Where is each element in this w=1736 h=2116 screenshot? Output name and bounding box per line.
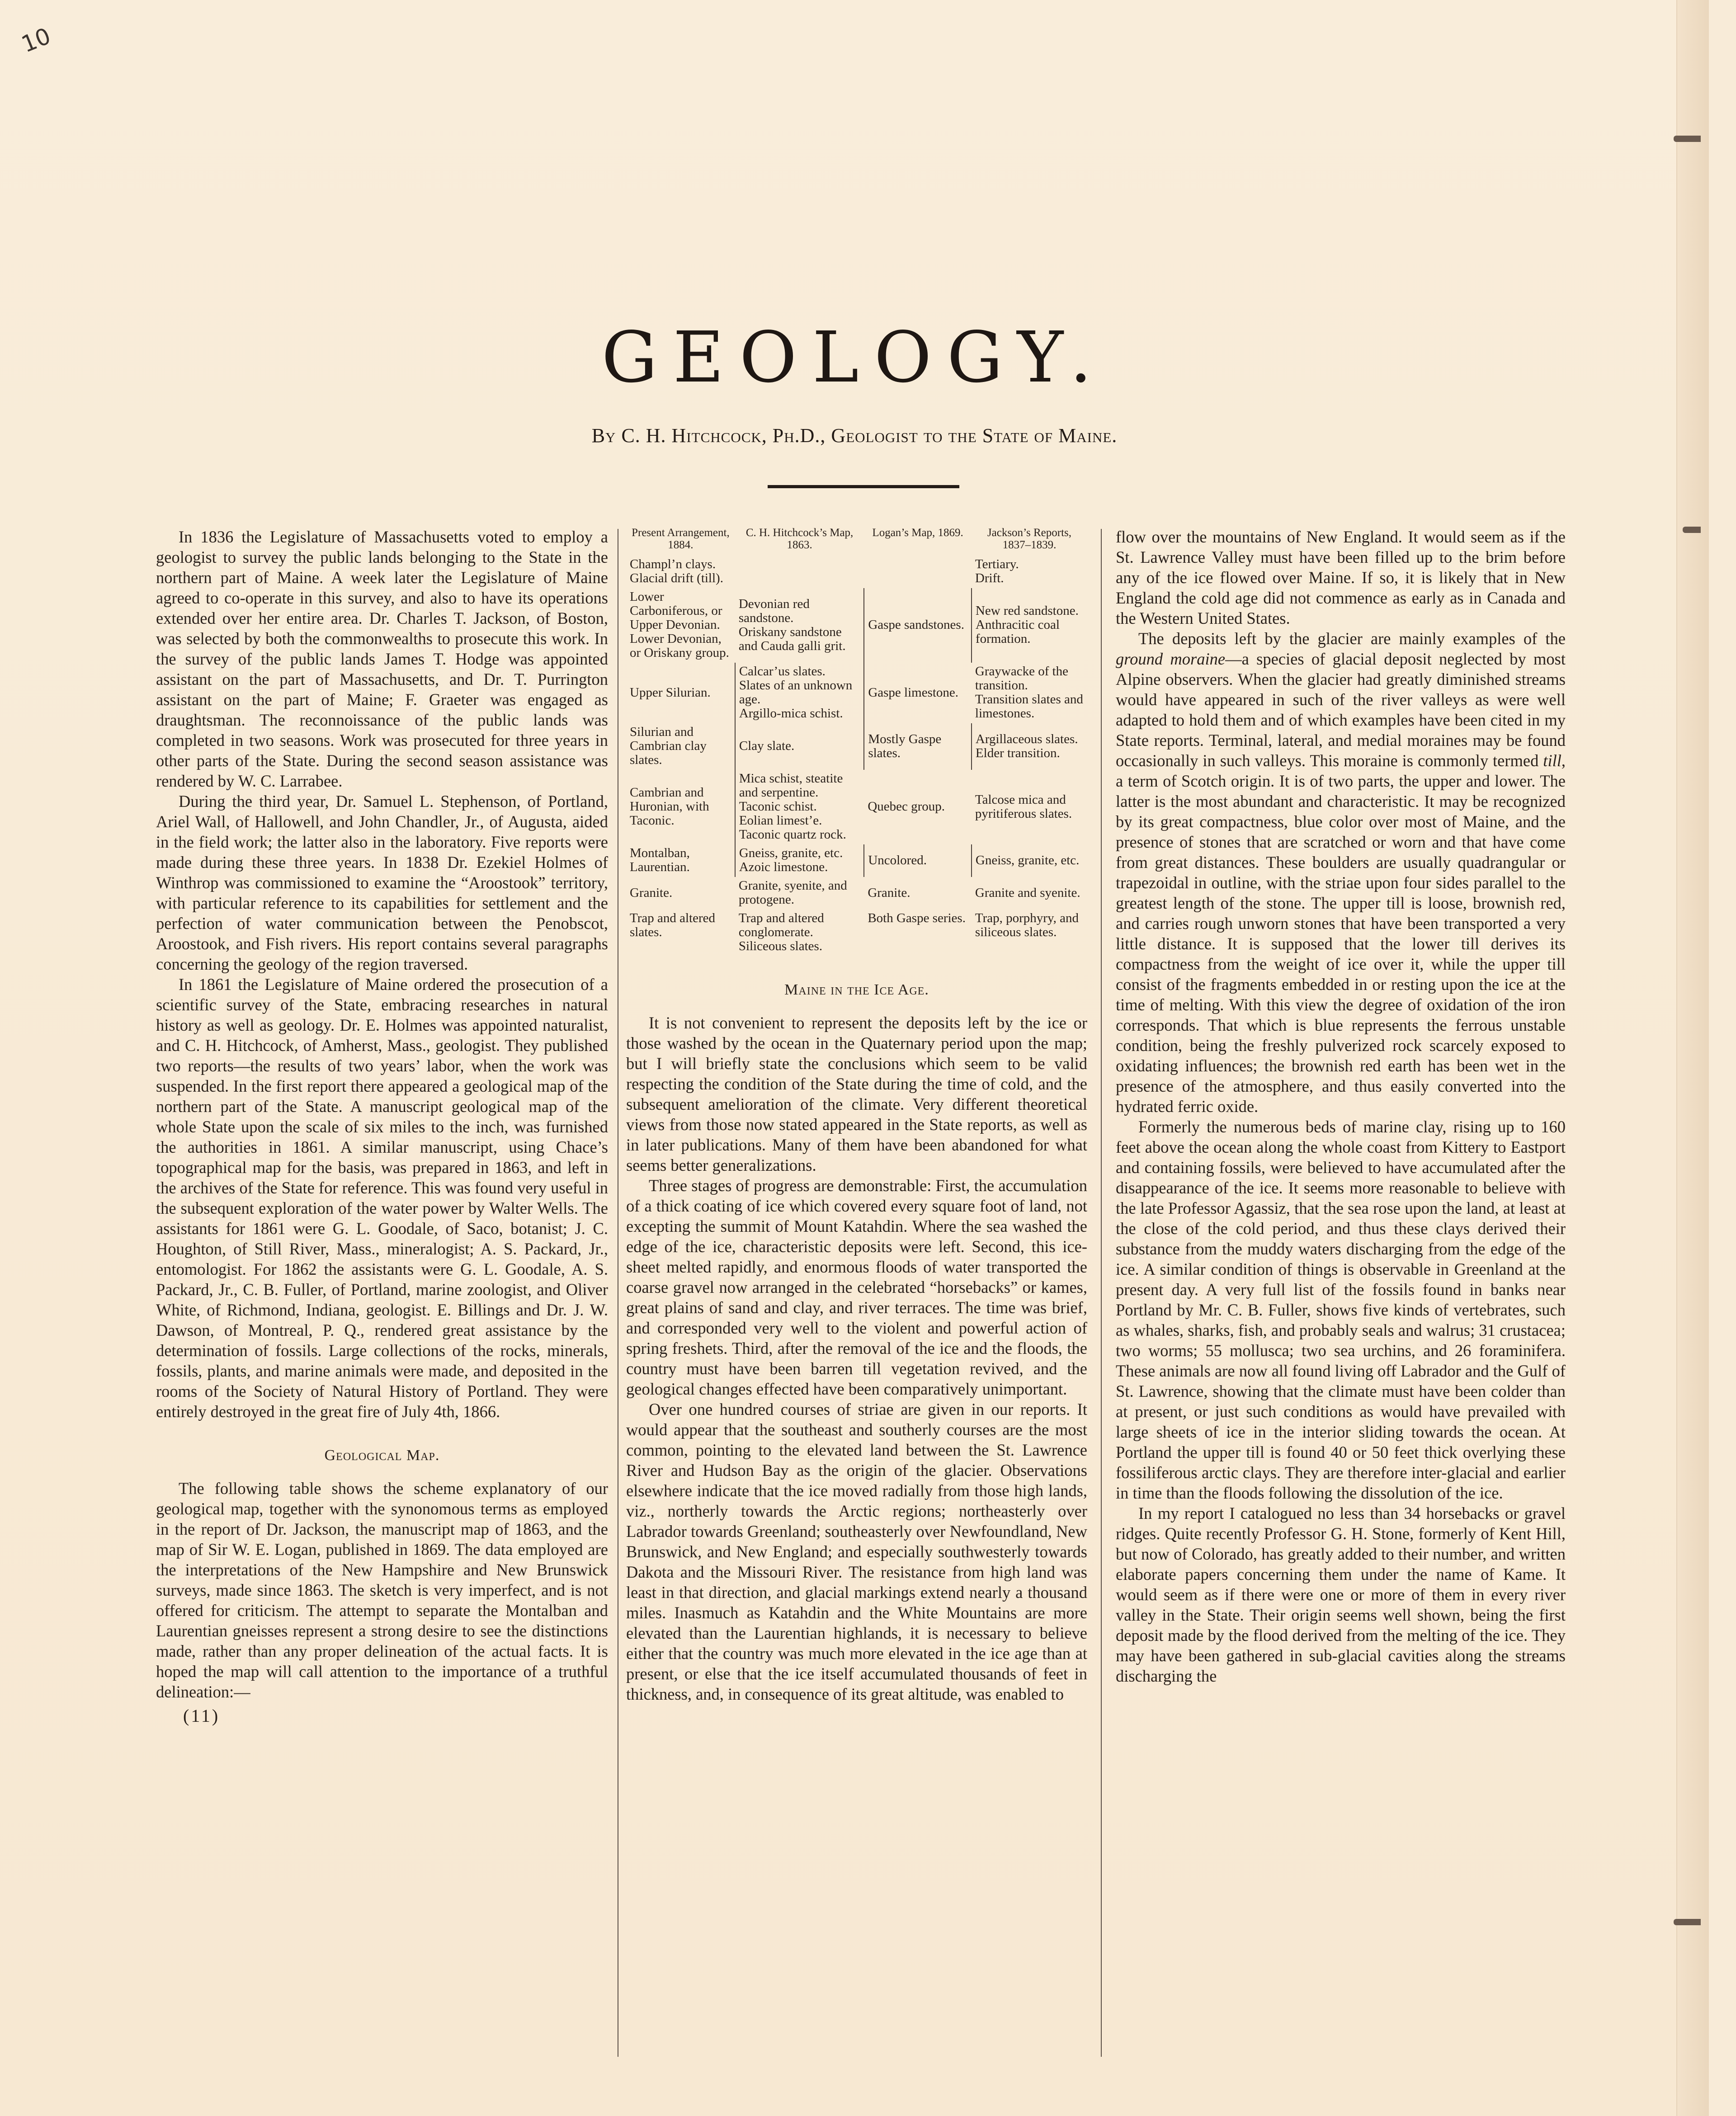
page-number: (11): [183, 1706, 220, 1726]
italic-term: till: [1543, 751, 1561, 770]
table-cell: Drift.: [975, 571, 1004, 585]
table-cell: [864, 556, 972, 588]
table-cell: Anthracitic coal formation.: [975, 617, 1060, 646]
table-cell: Montalban, Laurentian.: [630, 846, 690, 874]
table-cell: Taconic quartz rock.: [739, 827, 846, 842]
table-cell: [735, 556, 864, 588]
section-heading-geological-map: Geological Map.: [324, 1447, 440, 1464]
table-cell: Trap, porphyry, and siliceous slates.: [975, 911, 1079, 939]
column-header: Present Arrangement, 1884.: [632, 527, 730, 551]
table-cell: Mostly Gaspe slates.: [868, 731, 942, 760]
table-cell: Tertiary.: [975, 557, 1019, 571]
paragraph: Over one hundred courses of striae are given in our reports. It would appear that the southeast and southerly courses are the most common, pointing to the elevated land between the St. Lawrence River and Hudson Bay as the origin of the glacier. Observations elsewhere indicate that the ice moved radially from those high lands, viz., northerly towards the Arctic regions; northeasterly over Labrador towards Greenland; southeasterly over Newfoundland, New Brunswick, and New England; and especially southwesterly towards Dakota and the Missouri River. The resistance from high land was least in that direction, and glacial markings extend nearly a thousand miles. Inasmuch as Katahdin and the White Mountains are more elevated than the Laurentian highlands, it is necessary to believe either that the country was much more elevated in the ice age than at present, or else that the ice itself accumulated thousands of feet in thickness, and, in consequence of its great altitude, was enabled to: [626, 1400, 1087, 1703]
table-cell: Granite.: [630, 885, 673, 900]
table-cell: Gaspe limestone.: [868, 685, 959, 700]
table-cell: Taconic schist.: [739, 799, 817, 814]
left-column: [156, 527, 608, 1726]
table-cell: Devonian red sandstone.: [738, 596, 810, 625]
page-tear-mark: [1674, 136, 1701, 142]
table-cell: Slates of an unknown age.: [739, 678, 853, 707]
table-cell: Mica schist, steatite and serpentine.: [739, 771, 843, 800]
column-header: Jackson’s Reports, 1837–1839.: [987, 527, 1072, 551]
text-run: , a term of Scotch origin. It is of two parts, the upper and lower. The latter is the most abundant and characteristic. It may be recognized by its great compactness, blue color over most of Maine, and the presence of stones that are scratched or worn and that have come from great distances. These boulders are usually quadrangular or trapezoidal in outline, with the striae upon four sides parallel to the greatest length of the stone. The upper till is loose, brownish red, and carries rough unworn stones that have been transported a very little distance. It is supposed that the lower till derives its compactness from the weight of ice over it, while the upper till consist of the fragments embedded in or resting upon the ice at the time of melting. With this view the degree of oxidation of the iron corresponds. That which is blue represents the ferrous unstable condition, being the freshly pulverized rock scarcely exposed to oxidating influences; the brownish red earth has been wet in the presence of the atmosphere, and thus easily converted into the hydrated ferric oxide.: [1116, 751, 1566, 1116]
table-row: [626, 663, 1087, 723]
table-cell: Glacial drift (till).: [630, 571, 723, 585]
table-row: [626, 877, 1087, 910]
table-cell: Talcose mica and pyritiferous slates.: [975, 792, 1072, 821]
paragraph: [1116, 628, 1566, 1117]
table-cell: Lower Devonian, or Oriskany group.: [630, 632, 729, 660]
table-cell: Both Gaspe series.: [868, 911, 966, 925]
table-cell: Granite, syenite, and protogene.: [738, 878, 847, 907]
column-divider: [1101, 529, 1102, 2057]
page-tear-mark: [1683, 527, 1701, 533]
middle-column: [626, 527, 1087, 1704]
table-cell: Champl’n clays.: [630, 557, 716, 571]
paragraph: During the third year, Dr. Samuel L. Stephenson, of Portland, Ariel Wall, of Hallowell, and John Chandler, Jr., of Augusta, aided in the field work; the latter also in the laboratory. Five reports were made during these three years. In 1838 Dr. Ezekiel Holmes of Winthrop was commissioned to examine the “Aroostook” territory, with particular reference to its capabilities for settlement and the perfection of water communication between the Penobscot, Aroostook, and Fish rivers. His report contains several paragraphs concerning the geology of the region traversed.: [156, 792, 608, 973]
paragraph: In 1861 the Legislature of Maine ordered the prosecution of a scientific survey of the State, embracing researches in natural history as well as geology. Dr. E. Holmes was appointed naturalist, and C. H. Hitchcock, of Amherst, Mass., geologist. They published two reports—the results of two years’ labor, when the work was suspended. In the first report there appeared a geological map of the northern part of the State. A manuscript geological map of the whole State upon the scale of six miles to the inch, was furnished the authorities in 1861. A similar manuscript, using Chace’s topographical map for the basis, was prepared in 1863, and left in the archives of the State for reference. This was found very useful in the subsequent exploration of the water power by Walter Wells. The assistants for 1861 were G. L. Goodale, of Saco, botanist; J. C. Houghton, of Still River, Mass., mineralogist; A. S. Packard, Jr., entomologist. For 1862 the assistants were G. L. Goodale, A. S. Packard, Jr., C. B. Fuller, of Portland, marine zoologist, and Oliver White, of Richmond, Indiana, geologist. E. Billings and Dr. J. W. Dawson, of Montreal, P. Q., rendered great assistance by the determination of fossils. Large collections of the rocks, minerals, fossils, plants, and marine animals were made, and deposited in the rooms of the Society of Natural History of Portland. They were entirely destroyed in the great fire of July 4th, 1866.: [156, 975, 608, 1421]
title-divider: [768, 485, 959, 488]
paragraph: The following table shows the scheme explanatory of our geological map, together with the synonomous terms as employed in the report of Dr. Jackson, the manuscript map of 1863, and the map of Sir W. E. Logan, published in 1869. The data employed are the interpretations of the New Hampshire and New Brunswick surveys, made since 1863. The sketch is very imperfect, and is not offered for criticism. The attempt to separate the Montalban and Laurentian gneisses represent a strong desire to see the distinctions made, rather than any proper delineation of the actual facts. It is hoped the map will call attention to the importance of a truthful delineation:—: [156, 1479, 608, 1701]
right-column: [1116, 527, 1566, 1686]
geological-correlation-table: [626, 527, 1087, 956]
table-cell: Granite and syenite.: [975, 885, 1080, 900]
table-header-row: [626, 527, 1087, 556]
table-cell: Azoic limestone.: [739, 860, 828, 874]
table-cell: Granite.: [868, 885, 910, 900]
table-cell: Siliceous slates.: [738, 939, 823, 953]
table-cell: Eolian limest’e.: [739, 813, 822, 828]
table-cell: Transition slates and limestones.: [975, 692, 1083, 721]
section-heading-ice-age: Maine in the Ice Age.: [784, 981, 929, 998]
table-cell: Lower Carboniferous, or Upper Devonian.: [630, 589, 722, 632]
paragraph: Formerly the numerous beds of marine clay, rising up to 160 feet above the ocean along the whole coast from Kittery to Eastport and containing fossils, were believed to have accumulated after the disappearance of the ice. It seems more reasonable to believe with the late Professor Agassiz, that the sea rose upon the land, at least at the close of the cold period, and thus these clays derived their substance from the muddy waters discharging from the edge of the ice. A similar condition of things is observable in Greenland at the present day. A very full list of the fossils found in banks near Portland by Mr. C. B. Fuller, shows five kinds of vertebrates, such as whales, sharks, fish, and probably seals and walrus; 31 crustacea; two worms; 55 mollusca; two sea urchins, and 26 foraminifera. These animals are now all found living off Labrador and the Gulf of St. Lawrence, showing that the climate must have been colder than at present, or just such conditions as would have prevailed with large sheets of ice in the interior sliding towards the ocean. At Portland the upper till is found 40 or 50 feet thick overlying these fossiliferous arctic clays. They are therefore inter-glacial and earlier in time than the floods following the dissolution of the ice.: [1116, 1117, 1566, 1502]
table-cell: Oriskany sandstone and Cauda galli grit.: [738, 624, 846, 653]
table-row: [626, 556, 1087, 588]
table-cell: Argillo-mica schist.: [739, 706, 843, 721]
table-cell: Silurian and Cambrian clay slates.: [630, 725, 707, 767]
table-row: [626, 723, 1087, 770]
page-title: GEOLOGY.: [601, 316, 1108, 398]
table-cell: Argillaceous slates.: [975, 731, 1078, 746]
handwritten-page-mark: 10: [18, 23, 55, 58]
table-cell: Trap and altered slates.: [630, 911, 715, 939]
byline: By C. H. Hitchcock, Ph.D., Geologist to the State of Maine.: [591, 424, 1118, 447]
table-cell: Elder transition.: [975, 745, 1060, 760]
paragraph: flow over the mountains of New England. It would seem as if the St. Lawrence Valley must have been filled up to the brim before any of the ice flowed over Maine. If so, it is likely that in New England the cold age did not commence as early as in Canada and the Western United States.: [1116, 528, 1566, 627]
table-cell: Quebec group.: [868, 799, 945, 814]
paragraph: In my report I catalogued no less than 34 horsebacks or gravel ridges. Quite recently Professor G. H. Stone, formerly of Kent Hill, but now of Colorado, has greatly added to their number, and written elaborate papers concerning them under the name of Kame. It would seem as if there were one or more of them in every river valley in the State. Their origin seems well shown, being the first deposit made by the flood derived from the melting of the ice. They may have been gathered in sub-glacial cavities along the streams discharging the: [1116, 1504, 1566, 1685]
table-row: [626, 588, 1087, 663]
table-cell: Clay slate.: [739, 739, 795, 753]
table-cell: Graywacke of the transition.: [975, 664, 1069, 693]
table-cell: Trap and altered conglomerate.: [738, 911, 824, 939]
column-header: C. H. Hitchcock’s Map, 1863.: [745, 527, 854, 551]
table-cell: Upper Silurian.: [630, 685, 711, 700]
italic-term: ground moraine: [1116, 650, 1226, 668]
table-cell: New red sandstone.: [975, 603, 1079, 618]
table-cell: Gneiss, granite, etc.: [739, 846, 843, 860]
table-row: [626, 844, 1087, 877]
table-cell: Gaspe sandstones.: [868, 617, 964, 632]
column-header: Logan’s Map, 1869.: [872, 527, 963, 539]
table-row: [626, 770, 1087, 844]
paragraph: Three stages of progress are demonstrable: First, the accumulation of a thick coating of ice which covered every square foot of land, not excepting the summit of Mount Katahdin. Where the sea washed the edge of the ice, characteristic deposits were left. Second, this ice-sheet melted rapidly, and enormous floods of water transported the coarse gravel now arranged in the celebrated “horsebacks” or kames, great plains of sand and clay, and river terraces. The time was brief, and corresponded very well to the violent and powerful action of spring freshets. Third, after the removal of the ice and the floods, the country must have been barren till vegetation revived, and the geological changes effected have been comparatively unimportant.: [626, 1176, 1087, 1398]
text-run: The deposits left by the glacier are mainly examples of the: [1138, 629, 1566, 648]
table-cell: Uncolored.: [868, 853, 927, 867]
table-cell: Gneiss, granite, etc.: [975, 853, 1080, 867]
page-tear-mark: [1674, 1919, 1701, 1925]
table-cell: Calcar’us slates.: [739, 664, 826, 679]
paragraph: It is not convenient to represent the deposits left by the ice or those washed by the ocean in the Quaternary period upon the map; but I will briefly state the conclusions which seem to be valid respecting the condition of the State during the time of cold, and the subsequent amelioration of the climate. Very different theoretical views from those now stated appeared in the State reports, as well as in later publications. Many of them have been abandoned for what seems better generalizations.: [626, 1013, 1087, 1174]
paragraph: In 1836 the Legislature of Massachusetts voted to employ a geologist to survey the public lands belonging to the State in the northern part of Maine. A week later the Legislature of Maine agreed to co-operate in this survey, and also to have its operations extended over her entire area. Dr. Charles T. Jackson, of Boston, was selected by both the commonwealths to prosecute this work. In the survey of the public lands James T. Hodge was appointed assistant on the part of Massachusetts, and Dr. T. Purrington assistant on the part of Maine; F. Graeter was engaged as draughtsman. The reconnoissance of the public lands was completed in two seasons. Work was prosecuted for three years in other parts of the State. During the second season assistance was rendered by W. C. Larrabee.: [156, 528, 608, 790]
table-row: [626, 910, 1087, 956]
text-run: —a species of glacial deposit neglected by most Alpine observers. When the glacier had greatly diminished streams would have appeared in such of the river valleys as were well adapted to hold them and of which examples have been cited in my State reports. Terminal, lateral, and medial moraines may be found occasionally in such valleys. This moraine is commonly termed: [1116, 650, 1566, 770]
table-cell: Cambrian and Huronian, with Taconic.: [630, 785, 709, 828]
